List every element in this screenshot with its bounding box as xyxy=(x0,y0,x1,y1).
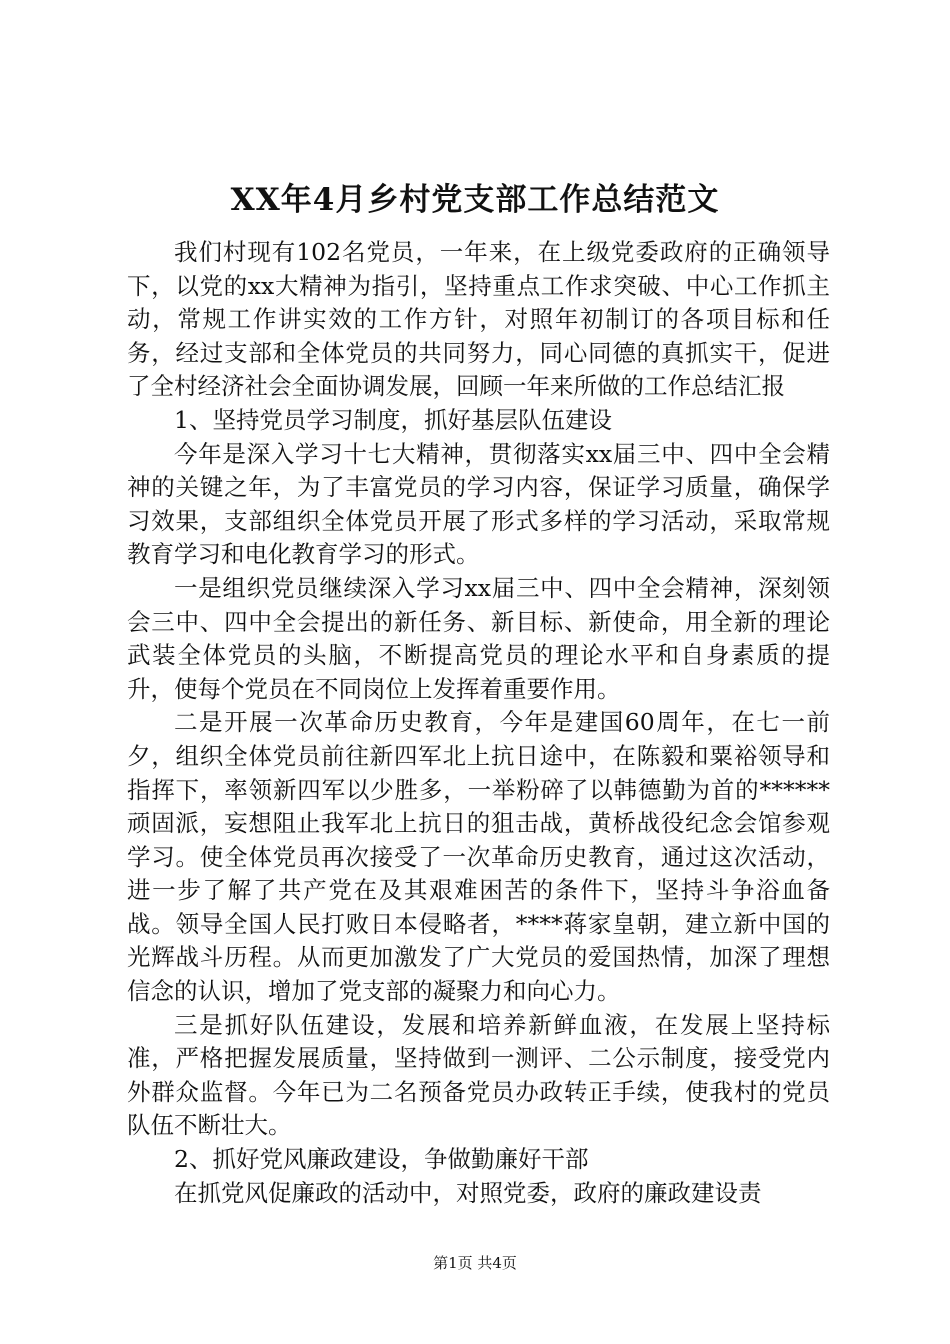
section-heading-2: 2、抓好党风廉政建设，争做勤廉好干部 xyxy=(174,1145,589,1174)
paragraph-point-three: 三是抓好队伍建设，发展和培养新鲜血液，在发展上坚持标准，严格把握发展质量，坚持做到一测评、二公示制度，接受党内外群众监督。今年已为二名预备党员办政转正手续，使我村的党员队伍不断壮大。 xyxy=(127,1010,830,1140)
document-body xyxy=(127,236,830,1210)
page-footer: 第1页 共4页 xyxy=(433,1254,517,1272)
paragraph-study: 今年是深入学习十七大精神，贯彻落实xx届三中、四中全会精神的关键之年，为了丰富党员的学习内容，保证学习质量，确保学习效果，支部组织全体党员开展了形式多样的学习活动，采取常规教育学习和电化教育学习的形式。 xyxy=(127,439,830,569)
paragraph-point-one: 一是组织党员继续深入学习xx届三中、四中全会精神，深刻领会三中、四中全会提出的新任务、新目标、新使命，用全新的理论武装全体党员的头脑，不断提高党员的理论水平和自身素质的提升，使每个党员在不同岗位上发挥着重要作用。 xyxy=(127,573,830,703)
paragraph-integrity: 在抓党风促廉政的活动中，对照党委，政府的廉政建设责 xyxy=(174,1178,762,1207)
section-heading-1: 1、坚持党员学习制度，抓好基层队伍建设 xyxy=(174,405,612,434)
paragraph-point-two: 二是开展一次革命历史教育，今年是建国60周年，在七一前夕，组织全体党员前往新四军北上抗日途中，在陈毅和粟裕领导和指挥下，率领新四军以少胜多，一举粉碎了以韩德勤为首的******顽固派，妄想阻止我军北上抗日的狙击战，黄桥战役纪念会馆参观学习。使全体党员再次接受了一次革命历史教育，通过这次活动，进一步了解了共产党在及其艰难困苦的条件下，坚持斗争浴血备战。领导全国人民打败日本侵略者，****蒋家皇朝，建立新中国的光辉战斗历程。从而更加激发了广大党员的爱国热情，加深了理想信念的认识，增加了党支部的凝聚力和向心力。 xyxy=(127,708,830,1006)
paragraph-intro: 我们村现有102名党员，一年来，在上级党委政府的正确领导下，以党的xx大精神为指引，坚持重点工作求突破、中心工作抓主动，常规工作讲实效的工作方针，对照年初制订的各项目标和任务，经过支部和全体党员的共同努力，同心同德的真抓实干，促进了全村经济社会全面协调发展，回顾一年来所做的工作总结汇报 xyxy=(127,238,830,401)
document-title: XX年4月乡村党支部工作总结范文 xyxy=(230,182,720,218)
